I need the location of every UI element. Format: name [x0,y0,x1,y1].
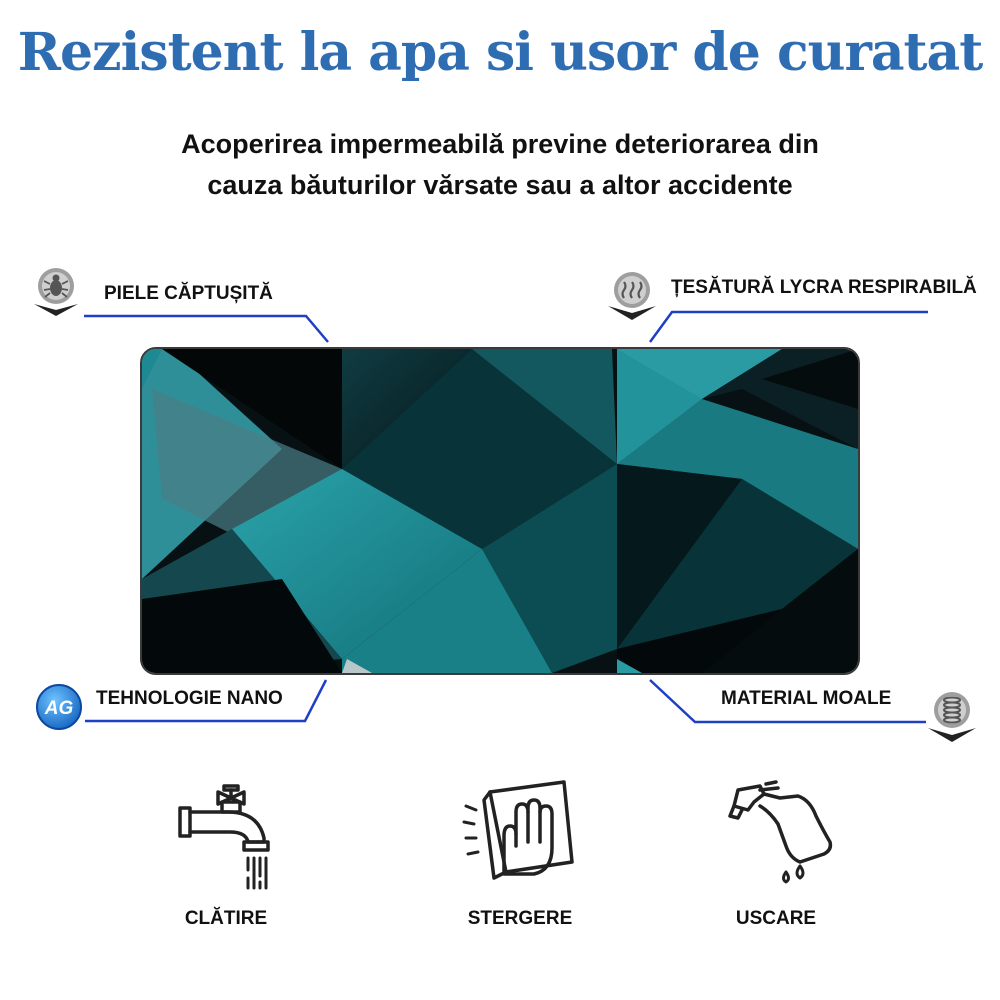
connector-top-right [650,312,928,342]
feature-label-nano: TEHNOLOGIE NANO [96,688,283,709]
spray-bottle-icon [720,776,840,896]
step-label-dry: USCARE [735,908,817,929]
subtitle-line-1: Acoperirea impermeabilă previne deteriorarea din [181,129,819,159]
subtitle-line-2: cauza băuturilor vărsate sau a altor accidente [207,170,793,200]
feature-label-lycra: ȚESĂTURĂ LYCRA RESPIRABILĂ [671,277,977,298]
connector-top-left [84,316,328,342]
heat-waves-icon [604,266,660,322]
faucet-icon [168,778,288,898]
ag-badge-icon [34,682,84,732]
step-label-rinse: CLĂTIRE [184,908,268,929]
bug-shield-icon [28,264,84,320]
feature-label-leather: PIELE CĂPTUȘITĂ [104,283,273,304]
step-label-wipe: STERGERE [467,908,573,929]
spring-icon [924,688,980,744]
ag-badge-text: AG [44,698,74,719]
page-title: Rezistent la apa si usor de curatat [17,22,983,83]
geometric-pattern [142,349,858,673]
mouse-pad-image [140,347,860,675]
wiping-cloth-icon [460,776,580,896]
feature-label-soft: MATERIAL MOALE [721,688,892,709]
